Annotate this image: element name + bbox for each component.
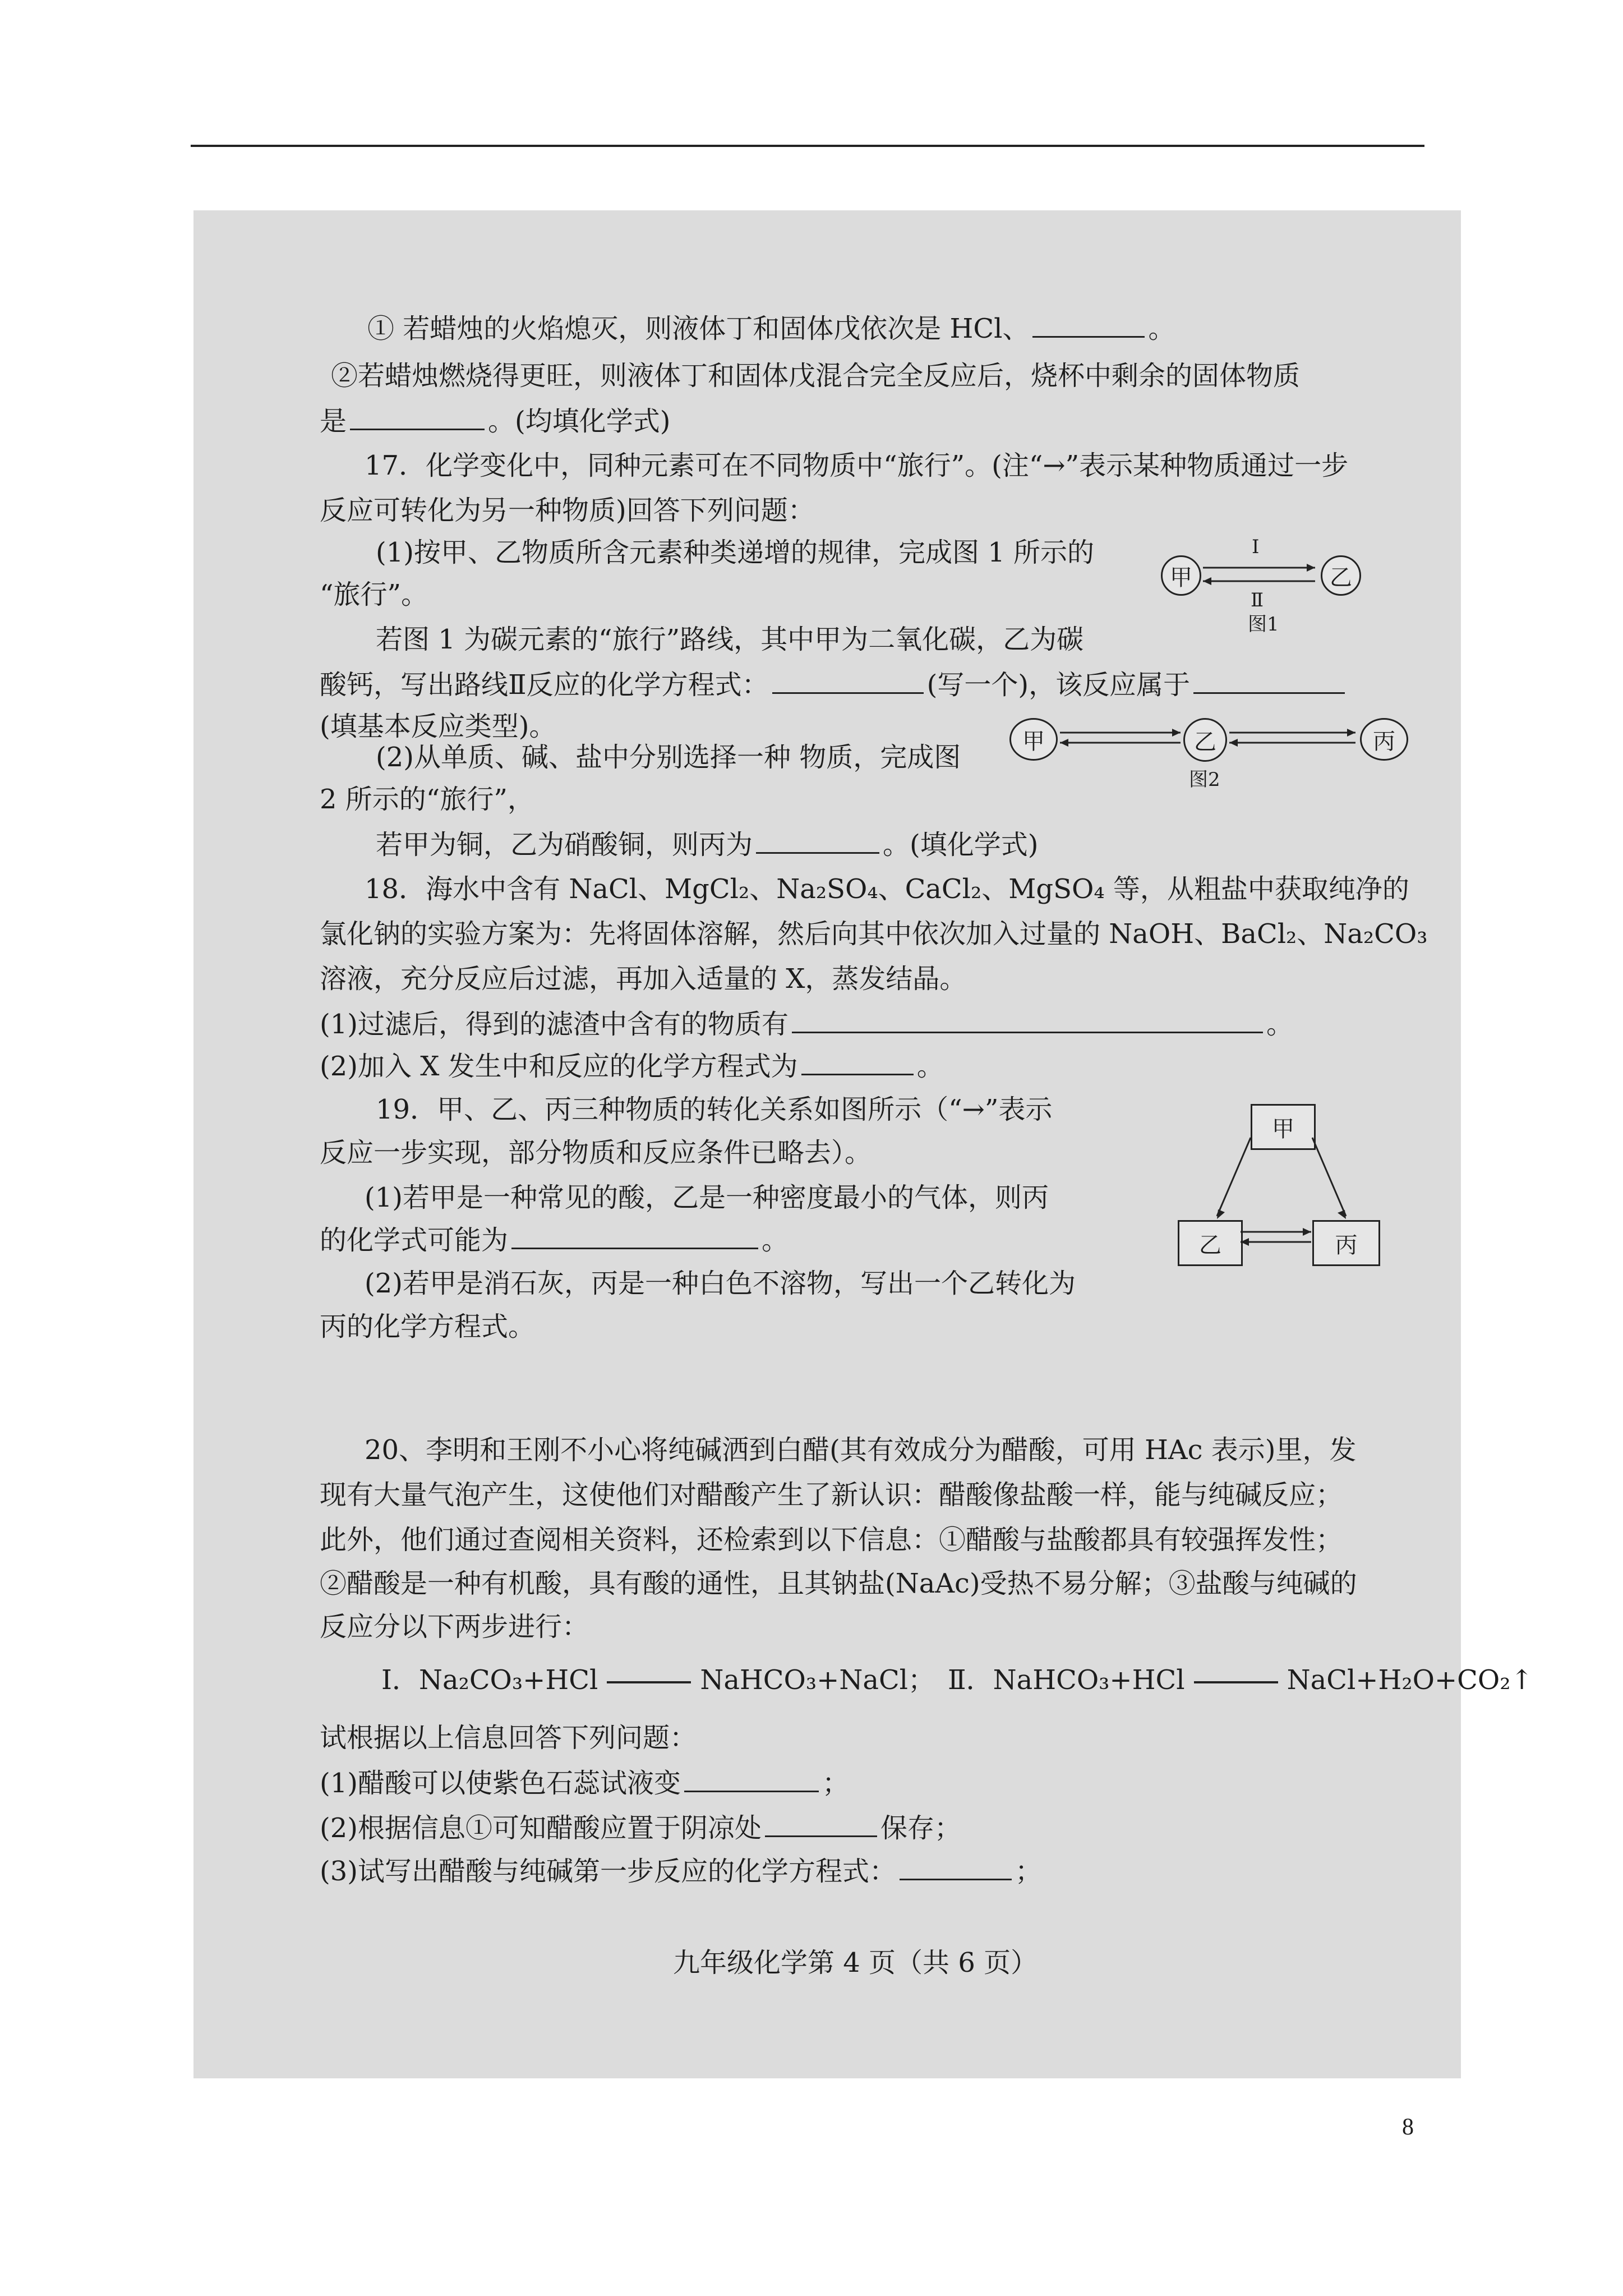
q19-fig-box-bing: 丙 xyxy=(1312,1220,1380,1266)
fig1-route1-label: Ⅰ xyxy=(1252,536,1260,558)
q17-part1-line2: “旅行”。 xyxy=(320,579,428,610)
q19-fig-box-jia: 甲 xyxy=(1251,1104,1316,1150)
fig1-caption: 图1 xyxy=(1248,613,1279,636)
q18-part1: (1)过滤后，得到的滤渣中含有的物质有 。 xyxy=(320,1007,1293,1041)
q19-line1: 19．甲、乙、丙三种物质的转化关系如图所示（“→”表示 xyxy=(376,1094,1053,1125)
q19-line2: 反应一步实现，部分物质和反应条件已略去）。 xyxy=(320,1137,872,1168)
fig2-node-jia: 甲 xyxy=(1009,718,1058,761)
q18-line3: 溶液，充分反应后过滤，再加入适量的 X，蒸发结晶。 xyxy=(320,963,967,995)
fig1-node-yi: 乙 xyxy=(1321,555,1361,596)
q20-part3: (3)试写出醋酸与纯碱第一步反应的化学方程式： ； xyxy=(320,1854,1042,1888)
fig1-node-jia: 甲 xyxy=(1161,555,1201,596)
q18-line1: 18．海水中含有 NaCl、MgCl₂、Na₂SO₄、CaCl₂、MgSO₄ 等，从粗盐中获取纯净的 xyxy=(365,873,1409,905)
q19-part2-line1: (2)若甲是消石灰，丙是一种白色不溶物，写出一个乙转化为 xyxy=(365,1268,1076,1299)
q17-part1-line4: 酸钙，写出路线Ⅱ反应的化学方程式： (写一个)，该反应属于 xyxy=(320,668,1348,702)
q16-line2: ②若蜡烛燃烧得更旺，则液体丁和固体戊混合完全反应后，烧杯中剩余的固体物质 xyxy=(331,360,1301,392)
fig2-arrows-left xyxy=(1057,718,1183,757)
q20-line2: 现有大量气泡产生，这使他们对醋酸产生了新认识：醋酸像盐酸一样，能与纯碱反应； xyxy=(320,1479,1343,1511)
q19-part1-line2: 的化学式可能为 。 xyxy=(320,1223,789,1257)
fig2-caption: 图2 xyxy=(1189,769,1220,791)
header-rule xyxy=(191,145,1424,147)
q20-part2: (2)根据信息①可知醋酸应置于阴凉处 保存； xyxy=(320,1811,961,1845)
page-number: 8 xyxy=(1402,2114,1414,2140)
q19-part2-line2: 丙的化学方程式。 xyxy=(320,1311,536,1342)
q20-line5: 反应分以下两步进行： xyxy=(320,1611,589,1642)
fig2-arrows-right xyxy=(1227,718,1358,757)
fig2-node-yi: 乙 xyxy=(1183,718,1227,762)
q17-part1-line3: 若图 1 为碳元素的“旅行”路线，其中甲为二氧化碳，乙为碳 xyxy=(376,624,1084,655)
q16-line3: 是 。(均填化学式) xyxy=(320,404,670,438)
q17-part1-line1: (1)按甲、乙物质所含元素种类递增的规律，完成图 1 所示的 xyxy=(376,537,1095,568)
q17-intro-line2: 反应可转化为另一种物质)回答下列问题： xyxy=(320,495,815,526)
q19-fig-arrows xyxy=(1178,1104,1380,1267)
q17-intro-line1: 17．化学变化中，同种元素可在不同物质中“旅行”。(注“→”表示某种物质通过一步 xyxy=(365,450,1349,481)
fig1-route2-label: Ⅱ xyxy=(1251,589,1264,611)
page-footer: 九年级化学第 4 页（共 6 页） xyxy=(673,1947,1038,1978)
q20-line3: 此外，他们通过查阅相关资料，还检索到以下信息：①醋酸与盐酸都具有较强挥发性； xyxy=(320,1524,1343,1556)
fig2-node-bing: 丙 xyxy=(1360,718,1408,761)
q18-line2: 氯化钠的实验方案为：先将固体溶解，然后向其中依次加入过量的 NaOH、BaCl₂、Na₂CO₃ xyxy=(320,918,1428,950)
q17-part1-line5: (填基本反应类型)。 xyxy=(320,711,556,742)
q20-equation-1: Ⅰ．Na₂CO₃+HCl NaHCO₃+NaCl； xyxy=(381,1664,935,1696)
q17-part2-line2: 2 所示的“旅行”， xyxy=(320,784,534,815)
q17-part2-line3: 若甲为铜，乙为硝酸铜，则丙为 。(填化学式) xyxy=(376,827,1038,862)
q16-line1: ① 若蜡烛的火焰熄灭，则液体丁和固体戊依次是 HCl、 。 xyxy=(367,311,1175,346)
q19-fig-box-yi: 乙 xyxy=(1178,1220,1243,1266)
q20-line1: 20、李明和王刚不小心将纯碱洒到白醋(其有效成分为醋酸，可用 HAc 表示)里，发 xyxy=(365,1434,1357,1466)
q20-ask: 试根据以上信息回答下列问题： xyxy=(320,1722,697,1754)
q17-part2-line1: (2)从单质、碱、盐中分别选择一种 物质，完成图 xyxy=(376,742,961,773)
q20-part1: (1)醋酸可以使紫色石蕊试液变 ； xyxy=(320,1766,849,1800)
q18-part2: (2)加入 X 发生中和反应的化学方程式为 。 xyxy=(320,1049,944,1083)
q19-part1-line1: (1)若甲是一种常见的酸，乙是一种密度最小的气体，则丙 xyxy=(365,1182,1049,1213)
q20-line4: ②醋酸是一种有机酸，具有酸的通性，且其钠盐(NaAc)受热不易分解；③盐酸与纯碱的 xyxy=(320,1568,1357,1599)
q20-equation-2: Ⅱ．NaHCO₃+HCl NaCl+H₂O+CO₂↑ xyxy=(948,1664,1533,1696)
